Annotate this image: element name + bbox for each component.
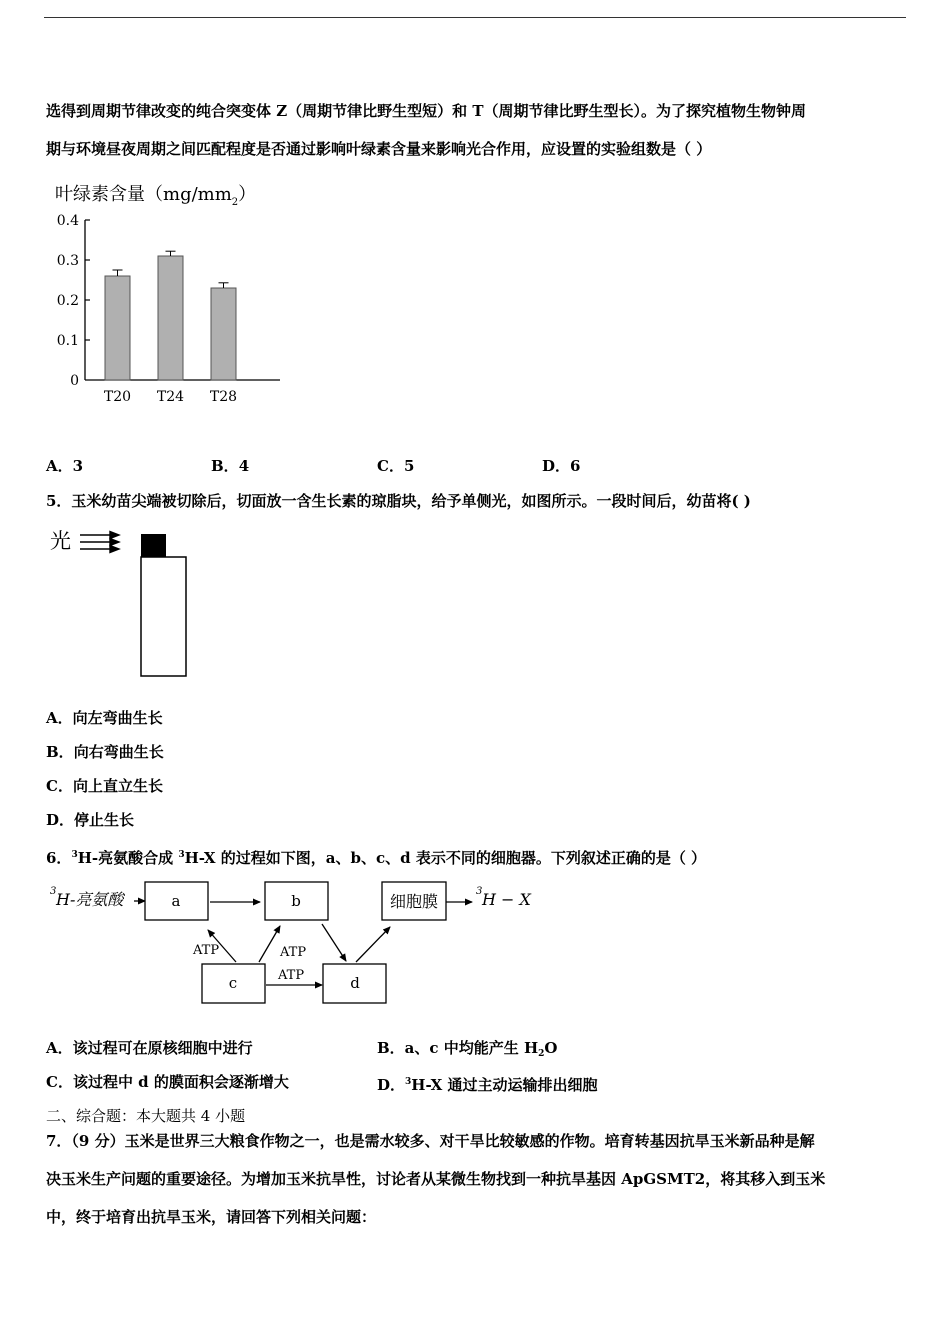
start-sup: 3: [50, 886, 57, 897]
y-tick-label: 0.2: [56, 293, 79, 309]
q6-option-c[interactable]: C．该过程中 d 的膜面积会逐渐增大: [46, 1073, 289, 1091]
q6-option-a[interactable]: A．该过程可在原核细胞中进行: [46, 1039, 253, 1057]
q5-option-b[interactable]: B．向右弯曲生长: [46, 743, 164, 761]
organelle-b-label: b: [291, 892, 301, 910]
x-tick-label: T28: [209, 389, 238, 405]
q7-line-1: 7．（9 分）玉米是世界三大粮食作物之一，也是需水较多、对干旱比较敏感的作物。培育转基因抗旱玉米新品种是解: [46, 1132, 815, 1150]
chart-title-close: ）: [238, 184, 257, 205]
x-tick-label: T20: [103, 389, 132, 405]
seedling-stem: [141, 557, 186, 676]
atp-label-2: ATP: [280, 945, 307, 960]
start-label: H-亮氨酸: [56, 890, 124, 909]
organelle-c-label: c: [228, 974, 238, 992]
intro-line-1: 选得到周期节律改变的纯合突变体 Z（周期节律比野生型短）和 T（周期节律比野生型长）。为了探究植物生物钟周: [46, 102, 807, 120]
organelle-a-label: a: [171, 892, 181, 910]
q6-option-d[interactable]: D．$^3$H-X 通过主动运输排出细胞: [377, 1076, 598, 1094]
q5-option-a[interactable]: A．向左弯曲生长: [46, 709, 163, 727]
q7-line-2: 决玉米生产问题的重要途径。为增加玉米抗旱性，讨论者从某微生物找到一种抗旱基因 ApGSMT2，将其移入到玉米: [46, 1170, 826, 1188]
y-tick-label: 0.4: [56, 213, 79, 229]
q7-line-3: 中，终于培育出抗旱玉米，请回答下列相关问题：: [46, 1208, 377, 1226]
section-heading: 二、综合题：本大题共 4 小题: [46, 1107, 246, 1125]
x-tick-label: T24: [156, 389, 185, 405]
y-tick-label: 0.3: [56, 253, 79, 269]
organelle-flow-diagram: [46, 874, 566, 1014]
q4-option-b[interactable]: B．4: [211, 457, 250, 475]
bar: [158, 256, 183, 380]
light-label: 光: [50, 529, 71, 553]
q4-option-a[interactable]: A．3: [46, 457, 84, 475]
end-sup: 3: [476, 886, 483, 897]
q4-option-c[interactable]: C．5: [377, 457, 415, 475]
atp-label-1: ATP: [193, 943, 220, 958]
q5-option-d[interactable]: D．停止生长: [46, 811, 135, 829]
organelle-d-label: d: [350, 974, 360, 992]
atp-label-3: ATP: [278, 968, 305, 983]
agar-block: [141, 534, 166, 557]
q5-option-c[interactable]: C．向上直立生长: [46, 777, 163, 795]
q5-stem: 5．玉米幼苗尖端被切除后，切面放一含生长素的琼脂块，给予单侧光，如图所示。一段时间后，幼苗将( ): [46, 492, 751, 510]
chart-title-sub: 2: [231, 197, 239, 208]
light-arrows: [80, 532, 119, 553]
q6-stem: 6．$^3$H-亮氨酸合成 $^3$H-X 的过程如下图，a、b、c、d 表示不同的细胞器。下列叙述正确的是（ ）: [46, 849, 707, 867]
seedling-diagram: [46, 524, 206, 684]
end-label: H − X: [482, 890, 531, 909]
y-tick-label: 0: [70, 373, 79, 389]
q4-option-d[interactable]: D．6: [542, 457, 581, 475]
y-tick-label: 0.1: [56, 333, 79, 349]
bar: [211, 288, 236, 380]
bar: [105, 276, 130, 380]
chlorophyll-bar-chart: [40, 176, 340, 416]
chart-title: 叶绿素含量$(mg/mm_2)$: [55, 184, 257, 208]
header-rule: [44, 17, 906, 18]
cell-membrane-label: 细胞膜: [389, 892, 439, 911]
q6-option-b[interactable]: B．a、c 中均能产生 $H_2O$: [377, 1039, 558, 1059]
intro-line-2: 期与环境昼夜周期之间匹配程度是否通过影响叶绿素含量来影响光合作用，应设置的实验组数是（ ）: [46, 140, 712, 158]
